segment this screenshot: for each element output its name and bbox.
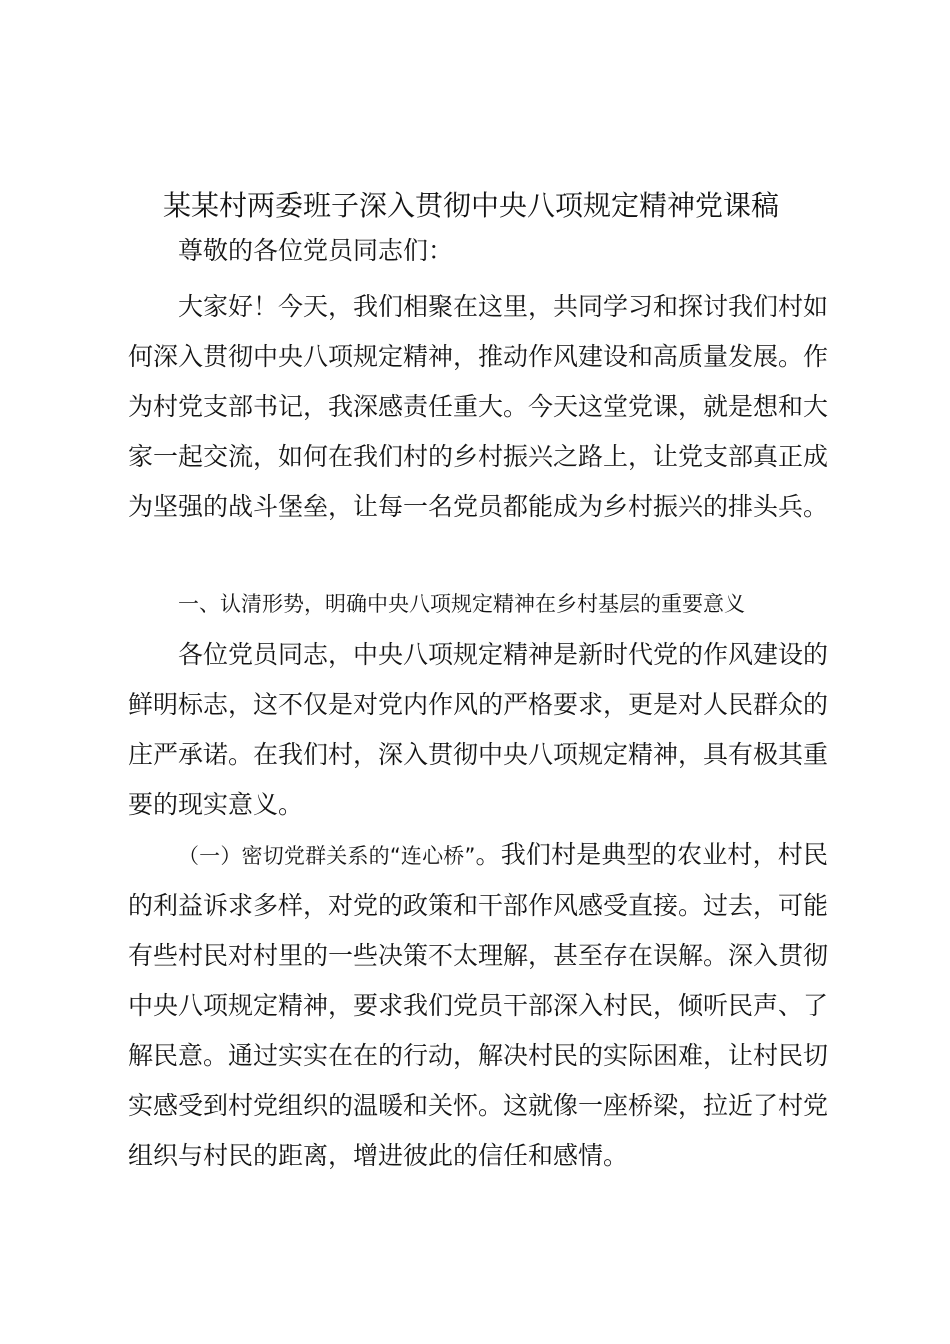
section-1-paragraph: 各位党员同志，中央八项规定精神是新时代党的作风建设的鲜明标志，这不仅是对党内作风的严格要求，更是对人民群众的庄严承诺。在我们村，深入贯彻中央八项规定精神，具有极其重要的现实意义。 — [128, 640, 829, 819]
section-heading-1: 一、认清形势，明确中央八项规定精神在乡村基层的重要意义 — [178, 592, 745, 616]
subsection-1-paragraph — [128, 830, 828, 1181]
intro-paragraph: 大家好！今天，我们相聚在这里，共同学习和探讨我们村如何深入贯彻中央八项规定精神，推动作风建设和高质量发展。作为村党支部书记，我深感责任重大。今天这堂党课，就是想和大家一起交流，如何在我们村的乡村振兴之路上，让党支部真正成为坚强的战斗堡垒，让每一名党员都能成为乡村振兴的排头兵。 — [128, 292, 829, 521]
subsection-1-body: 。我们村是典型的农业村，村民的利益诉求多样，对党的政策和干部作风感受直接。过去，可能有些村民对村里的一些决策不太理解，甚至存在误解。深入贯彻中央八项规定精神，要求我们党员干部深入村民，倾听民声、了解民意。通过实实在在的行动，解决村民的实际困难，让村民切实感受到村党组织的温暖和关怀。这就像一座桥梁，拉近了村党组织与村民的距离，增进彼此的信任和感情。 — [128, 840, 829, 1170]
subsection-1-lead: （一）密切党群关系的“连心桥” — [178, 844, 476, 868]
greeting-paragraph: 尊敬的各位党员同志们： — [178, 236, 454, 265]
document-title: 某某村两委班子深入贯彻中央八项规定精神党课稿 — [163, 189, 780, 222]
